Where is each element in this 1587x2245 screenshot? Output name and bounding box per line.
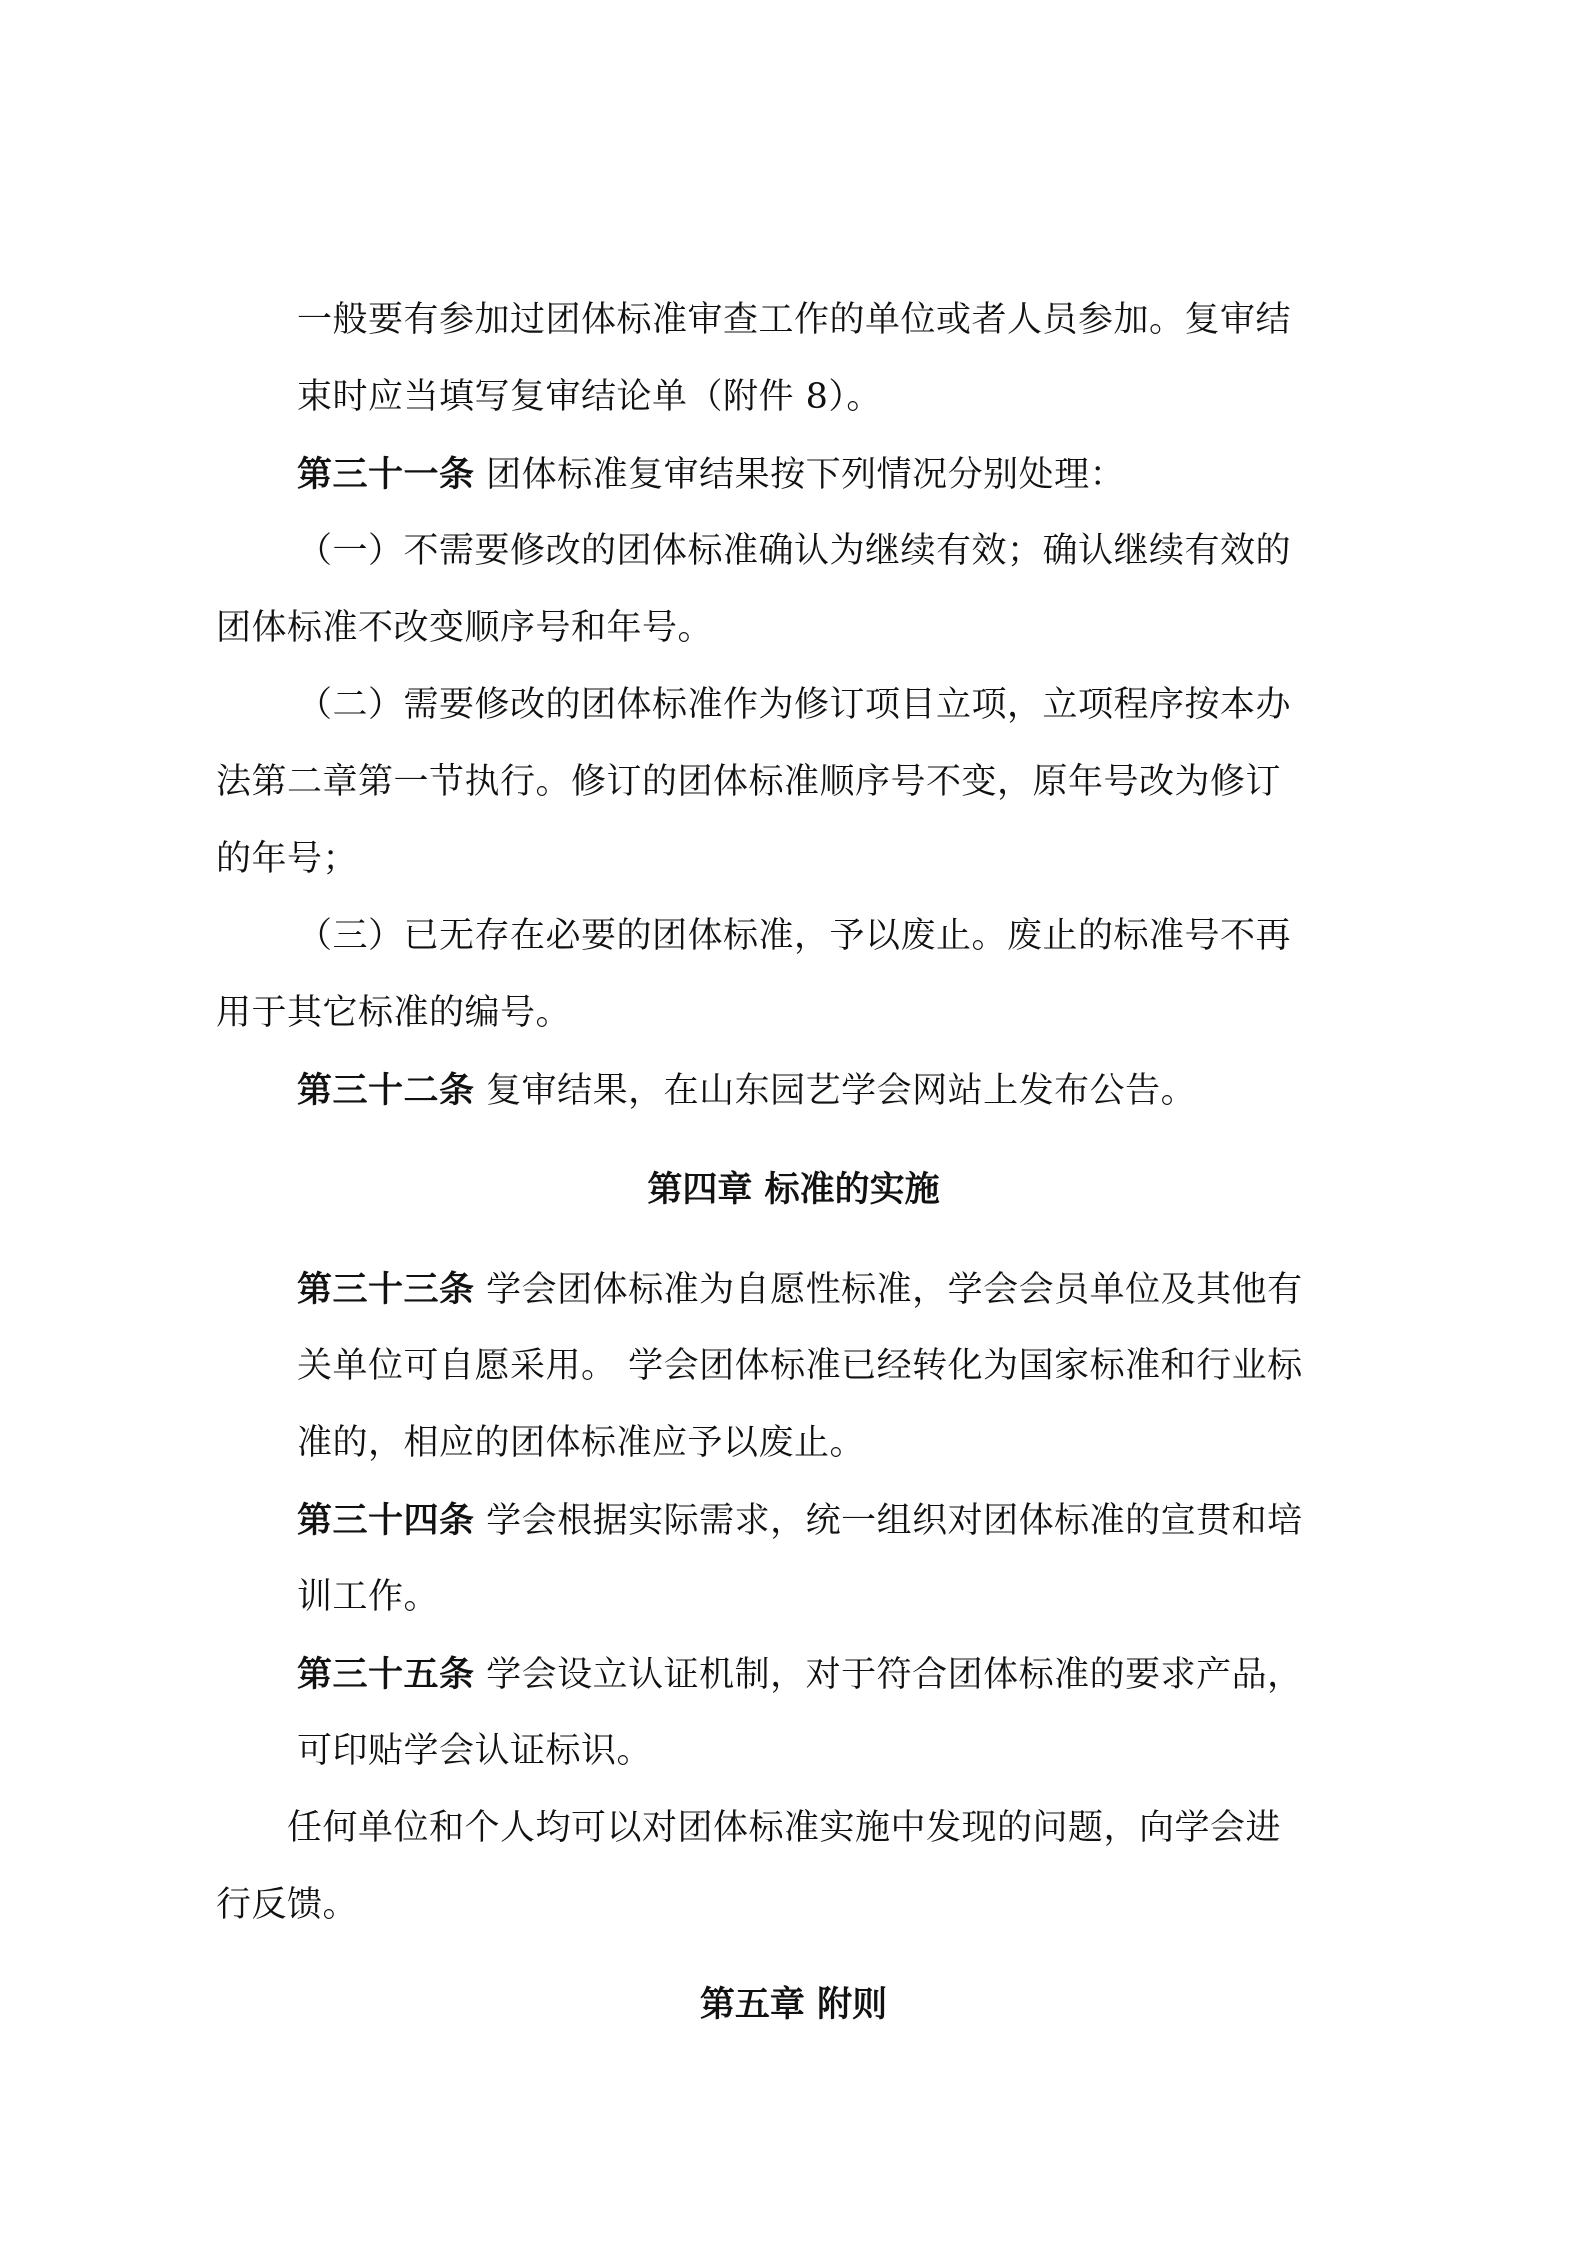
text-line: 任何单位和个人均可以对团体标准实施中发现的问题，向学会进 (287, 1808, 1282, 1848)
text-line: 一般要有参加过团体标准审查工作的单位或者人员参加。复审结 (297, 300, 1292, 340)
article-34 (0, 1500, 1587, 1541)
article-label: 第三十四条 (297, 1500, 475, 1541)
article-text: 学会根据实际需求，统一组织对团体标准的宣贯和培 (474, 1501, 1303, 1541)
article-label: 第三十一条 (297, 454, 475, 495)
text-line: （一）不需要修改的团体标准确认为继续有效；确认继续有效的 (297, 531, 1292, 571)
text-line: 准的，相应的团体标准应予以废止。 (297, 1423, 866, 1463)
text-line: 团体标准不改变顺序号和年号。 (216, 608, 714, 648)
chapter-5-heading: 第五章 附则 (699, 1984, 888, 2025)
article-label: 第三十五条 (297, 1654, 475, 1695)
article-32 (0, 1070, 1587, 1111)
article-text: 学会设立认证机制，对于符合团体标准的要求产品， (474, 1655, 1303, 1695)
text-line: 行反馈。 (216, 1885, 359, 1925)
text-line: 法第二章第一节执行。修订的团体标准顺序号不变，原年号改为修订 (216, 762, 1282, 802)
article-label: 第三十三条 (297, 1269, 475, 1310)
article-33 (0, 1269, 1587, 1310)
article-text: 学会团体标准为自愿性标准，学会会员单位及其他有 (474, 1270, 1303, 1310)
text-line: （二）需要修改的团体标准作为修订项目立项，立项程序按本办 (297, 685, 1292, 725)
article-text: 复审结果，在山东园艺学会网站上发布公告。 (474, 1071, 1197, 1111)
text-line: 关单位可自愿采用。 学会团体标准已经转化为国家标准和行业标 (297, 1346, 1303, 1386)
text-line: 训工作。 (297, 1577, 440, 1617)
article-35 (0, 1654, 1587, 1695)
text-line: 用于其它标准的编号。 (216, 993, 572, 1033)
article-31 (0, 454, 1587, 495)
article-label: 第三十二条 (297, 1070, 475, 1111)
text-line: （三）已无存在必要的团体标准，予以废止。废止的标准号不再 (297, 916, 1292, 956)
article-text: 团体标准复审结果按下列情况分别处理： (474, 455, 1126, 495)
text-line: 的年号； (216, 839, 359, 879)
text-line: 可印贴学会认证标识。 (297, 1731, 653, 1771)
chapter-4-heading: 第四章 标准的实施 (647, 1169, 940, 1210)
text-line: 束时应当填写复审结论单（附件 8）。 (297, 377, 882, 417)
